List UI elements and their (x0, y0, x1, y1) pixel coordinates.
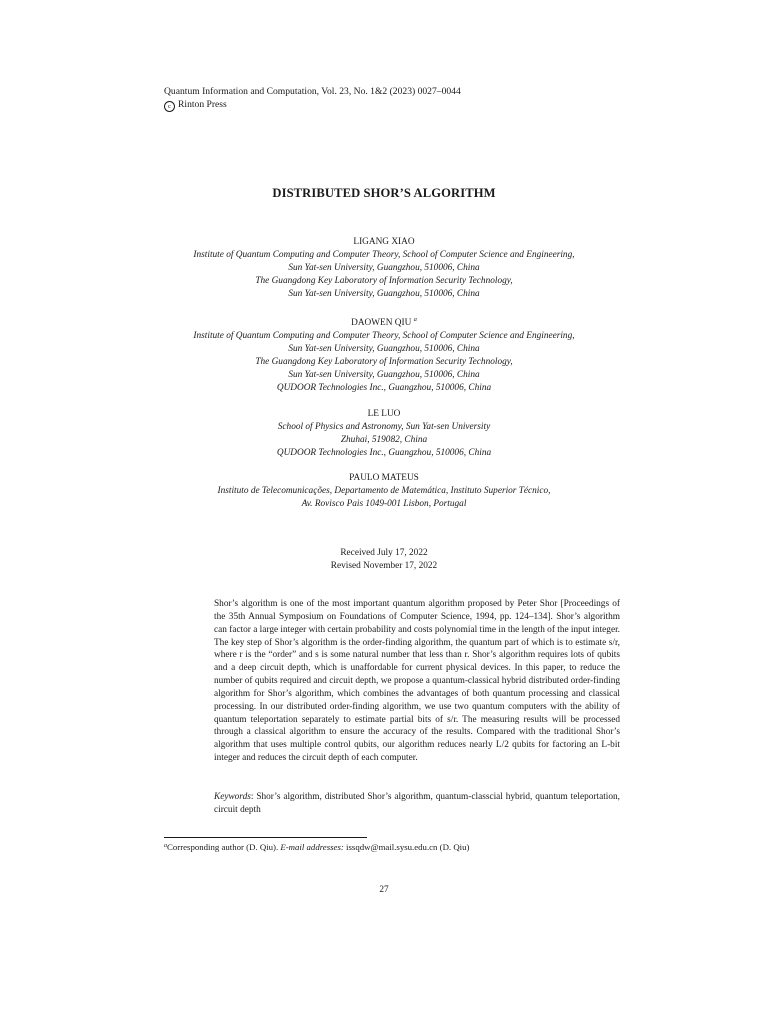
affiliation-line: Institute of Quantum Computing and Computer Theory, School of Computer Science and Engineering, (193, 331, 575, 342)
author-block (0, 472, 768, 511)
author-name: LIGANG XIAO (353, 237, 415, 247)
keywords-label: Keywords (214, 792, 251, 802)
author-list (0, 236, 768, 524)
footnote-text: Corresponding author (D. Qiu). (167, 842, 281, 852)
affiliation-line: Sun Yat-sen University, Guangzhou, 510006, China (288, 344, 480, 355)
affiliation-line: Sun Yat-sen University, Guangzhou, 510006, China (288, 262, 480, 273)
submission-dates (0, 547, 768, 573)
copyright-icon: c (164, 101, 175, 112)
affiliation-line: QUDOOR Technologies Inc., Guangzhou, 510006, China (276, 383, 492, 394)
affiliation-line: The Guangdong Key Laboratory of Information Security Technology, (255, 275, 513, 286)
affiliation-line: QUDOOR Technologies Inc., Guangzhou, 510006, China (276, 447, 492, 458)
author-block (0, 236, 768, 301)
footnote (164, 841, 469, 853)
publisher-line (164, 99, 461, 112)
affiliation-line: The Guangdong Key Laboratory of Information Security Technology, (255, 357, 513, 368)
affiliation-line: Institute of Quantum Computing and Computer Theory, School of Computer Science and Engineering, (193, 250, 575, 260)
author-block (0, 408, 768, 460)
affiliation-line: Sun Yat-sen University, Guangzhou, 510006, China (288, 288, 480, 299)
keywords (214, 791, 620, 817)
author-block (0, 313, 768, 395)
received-date: Received July 17, 2022 (340, 548, 428, 558)
footnote-email-label: E-mail addresses: (280, 842, 344, 852)
paper-title: DISTRIBUTED SHOR’S ALGORITHM (272, 186, 496, 200)
journal-citation: Quantum Information and Computation, Vol. 23, No. 1&2 (2023) 0027–0044 (164, 86, 461, 97)
footnote-mark: a (164, 843, 167, 849)
revised-date: Revised November 17, 2022 (330, 560, 438, 571)
affiliation-line: Zhuhai, 519082, China (340, 434, 428, 445)
affiliation-line: Instituto de Telecomunicações, Departamento de Matemática, Instituto Superior Técnico, (217, 486, 551, 497)
keywords-text: : Shor’s algorithm, distributed Shor’s algorithm, quantum-classcial hybrid, quantum teleportation, circuit depth (214, 792, 620, 815)
affiliation-line: Av. Rovisco Pais 1049-001 Lisbon, Portugal (301, 499, 467, 510)
affiliation-line: Sun Yat-sen University, Guangzhou, 510006, China (288, 370, 480, 381)
author-name: PAULO MATEUS (349, 473, 419, 484)
author-name: DAOWEN QIU $^a$ (351, 316, 417, 329)
publisher-name: Rinton Press (178, 98, 227, 110)
author-name: LE LUO (367, 408, 401, 419)
affiliation-line: School of Physics and Astronomy, Sun Yat-sen University (277, 421, 491, 432)
journal-header (164, 86, 461, 112)
footnote-rule (164, 837, 367, 838)
footnote-email: issqdw@mail.sysu.edu.cn (D. Qiu) (343, 842, 470, 852)
author-footnote-mark: a (413, 316, 417, 324)
page-number: 27 (379, 885, 389, 895)
abstract: Shor’s algorithm is one of the most important quantum algorithm proposed by Peter Shor [Proceedings of the 35th Annual Symposium on Foundations of Computer Science, 1994, pp. 124–134]. Shor’s algorithm can factor a large integer with certain probability and costs polynomial time in the length of the input integer. The key step of Shor’s algorithm is the order-finding algorithm, the quantum part of which is to estimate s/r, where r is the “order” and s is some natural number that less than r. Shor’s algorithm requires lots of qubits and a deep circuit depth, which is unaffordable for current physical devices. In this paper, to reduce the number of qubits required and circuit depth, we propose a quantum-classical hybrid distributed order-finding algorithm for Shor’s algorithm, which combines the advantages of both quantum processing and classical processing. In our distributed order-finding algorithm, we use two quantum computers with the ability of quantum teleportation separately to estimate partial bits of s/r. The measuring results will be processed through a classical algorithm to ensure the accuracy of the results. Compared with the traditional Shor’s algorithm that uses multiple control qubits, our algorithm reduces nearly L/2 qubits for factoring an L-bit integer and reduces the circuit depth of each computer. (214, 599, 620, 764)
